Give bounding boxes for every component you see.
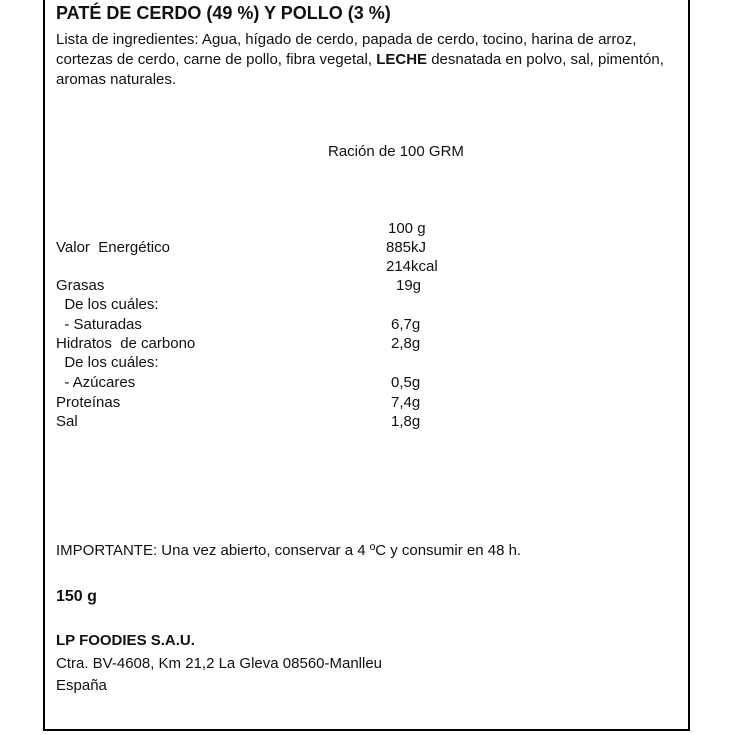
- nutrition-row: [56, 353, 456, 373]
- nutrient-label: Proteínas: [56, 394, 121, 411]
- nutrient-label: - Azúcares: [56, 374, 136, 391]
- nutrient-label: Valor Energético: [56, 239, 170, 256]
- nutrition-row: [56, 257, 456, 277]
- nutrient-label: De los cuáles:: [56, 354, 159, 371]
- ingredients-text: Lista de ingredientes: Agua, hígado de cerdo, papada de cerdo, tocino, harina de arroz, cortezas de cerdo, carne de pollo, fibra vegetal,: [56, 31, 637, 68]
- manufacturer-name: LP FOODIES S.A.U.: [56, 632, 195, 649]
- nutrition-row: [56, 412, 456, 432]
- serving-size: Ración de 100 GRM: [328, 143, 464, 160]
- ingredients-list: [56, 30, 676, 90]
- manufacturer-country: España: [56, 677, 107, 694]
- nutrient-label: Grasas: [56, 277, 105, 294]
- nutrition-row: [56, 295, 456, 315]
- nutrition-row: [56, 393, 456, 413]
- nutrient-value: 7,4g: [391, 394, 421, 411]
- ingredients-text-end: desnatada en polvo, sal, pimentón, aromas naturales.: [56, 51, 664, 88]
- nutrient-label: De los cuáles:: [56, 296, 159, 313]
- nutrient-value: 1,8g: [391, 413, 421, 430]
- nutrition-header-row: [56, 219, 456, 239]
- nutrition-row: [56, 315, 456, 335]
- nutrient-label: Hidratos de carbono: [56, 335, 196, 352]
- nutrient-value: 19g: [396, 277, 422, 294]
- nutrient-value: 2,8g: [391, 335, 421, 352]
- nutrition-row: [56, 276, 456, 296]
- nutrient-value: 0,5g: [391, 374, 421, 391]
- nutrition-row: [56, 238, 456, 258]
- storage-instructions: IMPORTANTE: Una vez abierto, conservar a 4 ºC y consumir en 48 h.: [56, 542, 522, 559]
- nutrient-label: - Saturadas: [56, 316, 142, 333]
- nutrient-value: 885kJ: [386, 239, 427, 256]
- nutrition-row: [56, 373, 456, 393]
- manufacturer-address: Ctra. BV-4608, Km 21,2 La Gleva 08560-Manlleu: [56, 655, 383, 672]
- nutrient-value: 6,7g: [391, 316, 421, 333]
- nutrition-row: [56, 334, 456, 354]
- net-weight: 150 g: [56, 588, 97, 605]
- allergen-highlight: LECHE: [376, 51, 428, 68]
- nutrient-label: Sal: [56, 413, 78, 430]
- nutrient-value: 214kcal: [386, 258, 438, 275]
- nutrition-column-header: 100 g: [388, 220, 426, 237]
- product-title: PATÉ DE CERDO (49 %) Y POLLO (3 %): [56, 3, 391, 23]
